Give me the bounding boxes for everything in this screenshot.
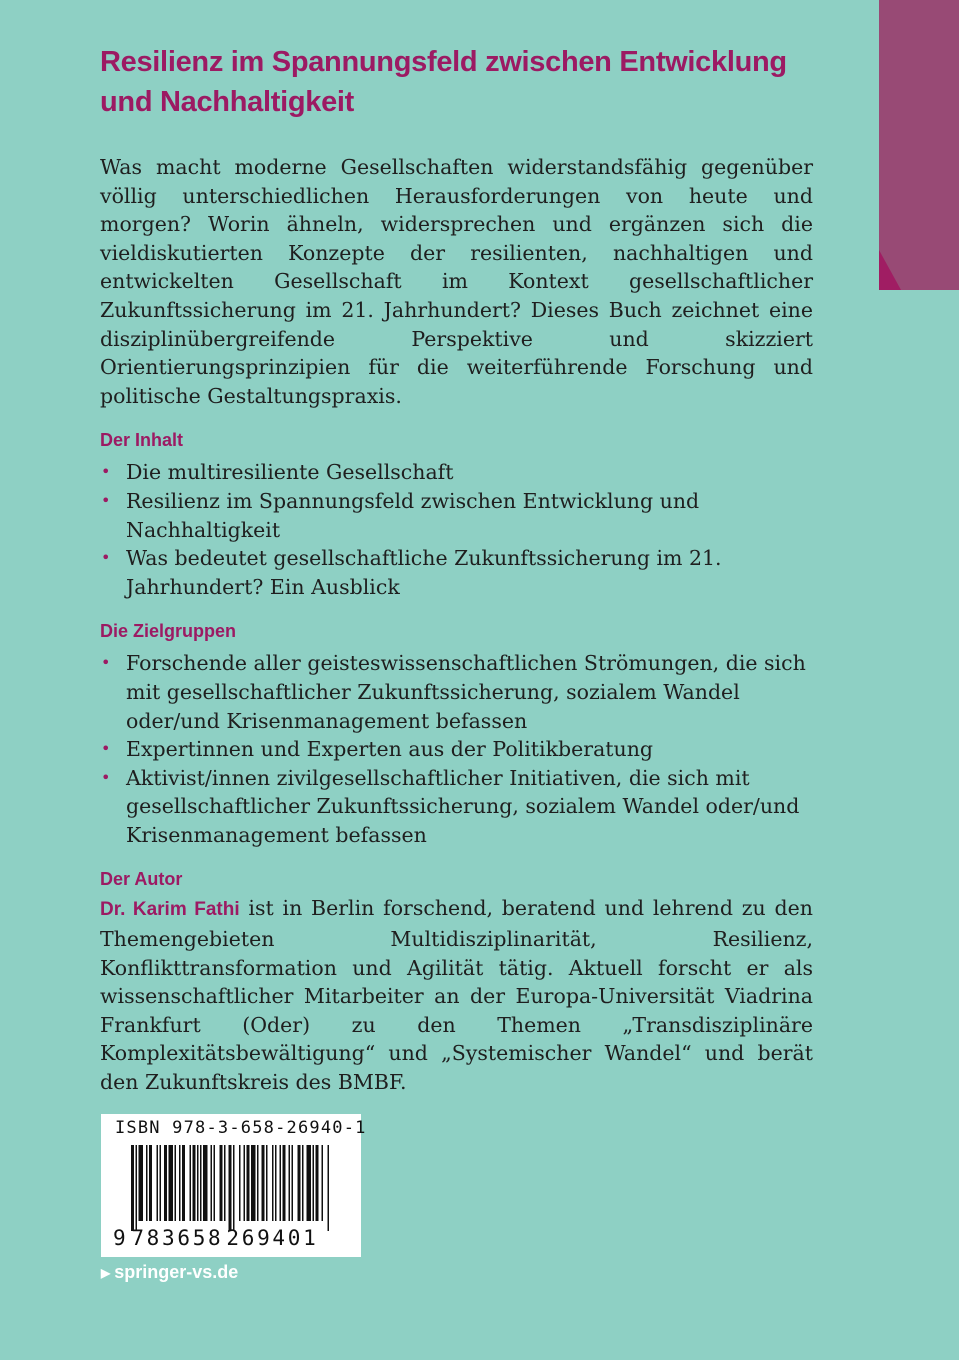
barcode-bar — [193, 1145, 196, 1221]
list-item: • Expertinnen und Experten aus der Politikberatung — [100, 735, 813, 764]
isbn-barcode — [101, 1114, 367, 1257]
barcode-bar — [203, 1145, 208, 1221]
isbn-label: ISBN 978-3-658-26940-1 — [115, 1118, 367, 1138]
author-bio-text: ist in Berlin forschend, beratend und lehrend zu den Themengebieten Multidisziplinarität, Resilienz, Konflikttransformation und Agilität tätig. Aktuell forscht er als wissenschaftlicher Mitarbeiter an der Europa-Universität Viadrina Frankfurt (Oder) zu den Themen „Transdisziplinäre Komplexitätsbewältigung“ und „Systemischer Wandel“ und berät den Zukunftskreis des BMBF. — [100, 896, 813, 1095]
barcode-bar — [220, 1145, 223, 1221]
barcode-bar — [289, 1145, 291, 1221]
barcode-bar — [179, 1145, 181, 1221]
bullet-icon: • — [101, 490, 111, 510]
triangle-right-icon: ▶ — [101, 1265, 111, 1280]
zielgruppen-list — [100, 649, 813, 849]
inhalt-list — [100, 458, 813, 601]
barcode-bar — [164, 1145, 167, 1221]
bullet-icon: • — [101, 653, 111, 673]
author-name: Dr. Karim Fathi — [100, 899, 240, 921]
barcode-bar — [131, 1145, 134, 1231]
bullet-icon: • — [101, 548, 111, 568]
list-item: • Aktivist/innen zivilgesellschaftlicher Initiativen, die sich mit gesellschaftlicher Zukunftssicherung, sozialem Wandel oder/und Krisenmanagement befassen — [101, 765, 800, 847]
barcode-bar — [272, 1145, 274, 1221]
ean-first-digit: 9 — [113, 1226, 129, 1250]
bullet-icon: • — [101, 462, 111, 482]
barcode-bar — [233, 1145, 235, 1231]
publisher-website[interactable] — [101, 1262, 238, 1283]
barcode-bar — [214, 1145, 216, 1221]
barcode-bar — [190, 1145, 192, 1221]
barcode-bar — [239, 1145, 241, 1221]
barcode-bar — [182, 1145, 185, 1221]
barcode-bar — [322, 1145, 324, 1221]
list-item: • Die multiresiliente Gesellschaft — [100, 458, 813, 487]
barcode-bar — [229, 1145, 232, 1231]
barcode-bar — [175, 1145, 177, 1221]
barcode-bar — [280, 1145, 282, 1221]
barcode-bar — [169, 1145, 174, 1221]
ean-digits — [113, 1226, 318, 1250]
bullet-icon: • — [101, 767, 111, 787]
barcode-bar — [262, 1145, 265, 1221]
ean-left-group: 783658 — [131, 1226, 224, 1250]
bullet-icon: • — [101, 739, 111, 759]
barcode-bar — [224, 1145, 226, 1221]
book-title-line-1: Resilienz im Spannungsfeld zwischen Entwicklung — [100, 46, 787, 78]
barcode-bar — [257, 1145, 259, 1221]
section-heading-autor: Der Autor — [100, 869, 183, 890]
barcode-bar — [247, 1145, 250, 1221]
section-heading-zielgruppen: Die Zielgruppen — [100, 621, 237, 642]
book-title-line-2: und Nachhaltigkeit — [100, 86, 355, 118]
barcode-bar — [251, 1145, 256, 1221]
barcode-bar — [139, 1145, 144, 1221]
barcode-bar — [149, 1145, 152, 1221]
list-item: • Resilienz im Spannungsfeld zwischen Entwicklung und Nachhaltigkeit — [101, 488, 700, 542]
barcode-bar — [298, 1145, 301, 1221]
barcode-bar — [200, 1145, 202, 1221]
barcode-bar — [157, 1145, 159, 1221]
barcode-bar — [244, 1145, 246, 1221]
book-title — [100, 42, 813, 122]
barcode-bar — [292, 1145, 294, 1221]
barcode-bar — [313, 1145, 315, 1221]
barcode-bar — [136, 1145, 138, 1231]
website-label: springer-vs.de — [114, 1262, 239, 1282]
barcode-bar — [146, 1145, 148, 1221]
barcode-bar — [266, 1145, 268, 1221]
barcode-bar — [211, 1145, 213, 1221]
corner-accent-band — [879, 0, 959, 290]
list-item: • Forschende aller geisteswissenschaftlichen Strömungen, die sich mit gesellschaftlicher Zukunftssicherung, sozialem Wandel oder/und Krisenmanagement befassen — [101, 651, 806, 733]
barcode-bar — [283, 1145, 286, 1221]
barcode-bar — [328, 1145, 330, 1231]
barcode-bar — [275, 1145, 277, 1221]
barcode-bar — [307, 1145, 312, 1221]
author-bio — [100, 894, 813, 1096]
barcode-bar — [160, 1145, 162, 1221]
barcode-bars — [131, 1145, 331, 1231]
barcode-bar — [302, 1145, 304, 1221]
list-item: • Was bedeutet gesellschaftliche Zukunftssicherung im 21. Jahrhundert? Ein Ausblick — [101, 546, 722, 599]
ean-right-group: 269401 — [226, 1226, 319, 1250]
back-cover-content — [100, 42, 813, 1097]
section-heading-inhalt: Der Inhalt — [100, 430, 184, 451]
barcode-bar — [316, 1145, 319, 1221]
barcode-bar — [197, 1145, 199, 1221]
book-description: Was macht moderne Gesellschaften widerstandsfähig gegenüber völlig unterschiedlichen Herausforderungen von heute und morgen? Worin ähneln, widersprechen und ergänzen sich die vieldiskutierten Konzepte der resilienten, nachhaltigen und entwickelten Gesellschaft im Kontext gesellschaftlicher Zukunftssicherung im 21. Jahrhundert? Dieses Buch zeichnet eine disziplinübergreifende Perspektive und skizziert Orientierungsprinzipien für die weiterführende Forschung und politische Gestaltungspraxis. — [100, 155, 813, 408]
